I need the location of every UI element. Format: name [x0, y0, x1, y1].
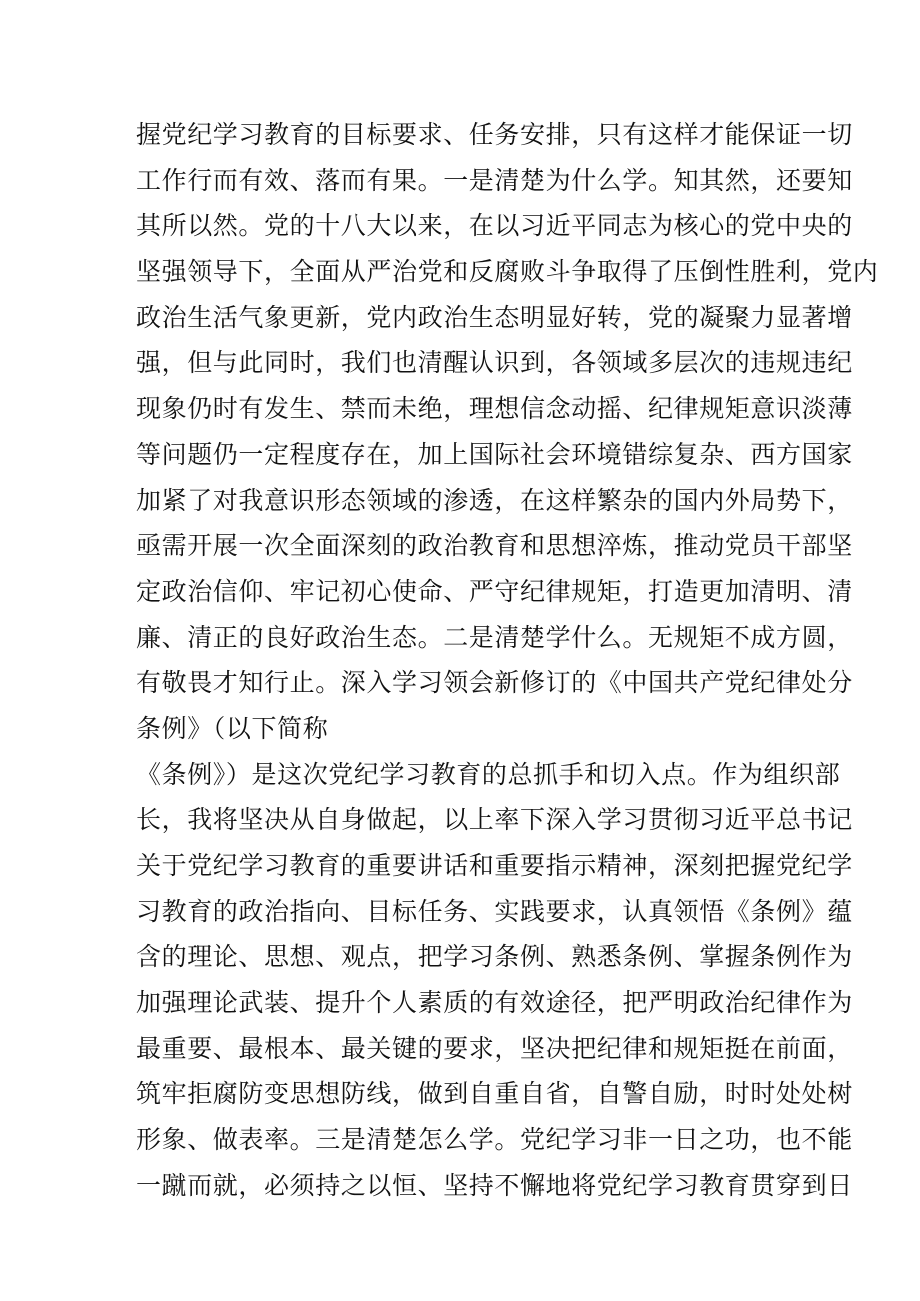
text-line: 一蹴而就，必须持之以恒、坚持不懈地将党纪学习教育贯穿到日: [136, 1170, 853, 1200]
text-line: 筑牢拒腐防变思想防线，做到自重自省，自警自励，时时处处树: [136, 1079, 853, 1109]
text-line: 最重要、最根本、最关键的要求，坚决把纪律和规矩挺在前面，: [136, 1033, 853, 1063]
text-line: 关于党纪学习教育的重要讲话和重要指示精神，深刻把握党纪学: [136, 851, 853, 880]
text-line: 坚强领导下，全面从严治党和反腐败斗争取得了压倒性胜利，党内: [136, 257, 879, 287]
text-line: 定政治信仰、牢记初心使命、严守纪律规矩，打造更加清明、清: [136, 576, 853, 606]
text-line: 《条例》）是这次党纪学习教育的总抓手和切入点。作为组织部: [136, 759, 841, 789]
text-line: 工作行而有效、落而有果。一是清楚为什么学。知其然，还要知: [136, 165, 853, 195]
text-line: 条例》（以下简称: [136, 713, 329, 743]
text-line: 有敬畏才知行止。深入学习领会新修订的《中国共产党纪律处分: [136, 668, 853, 698]
text-line: 强，但与此同时，我们也清醒认识到，各领域多层次的违规违纪: [136, 348, 853, 378]
text-line: 亟需开展一次全面深刻的政治教育和思想淬炼，推动党员干部坚: [136, 531, 853, 561]
text-line: 政治生活气象更新，党内政治生态明显好转，党的凝聚力显著增: [136, 302, 853, 332]
text-line: 习教育的政治指向、目标任务、实践要求，认真领悟《条例》蕴: [136, 896, 853, 926]
text-line: 含的理论、思想、观点，把学习条例、熟悉条例、掌握条例作为: [136, 942, 853, 972]
text-line: 现象仍时有发生、禁而未绝，理想信念动摇、纪律规矩意识淡薄: [136, 394, 853, 424]
text-line: 握党纪学习教育的目标要求、任务安排，只有这样才能保证一切: [136, 120, 853, 149]
text-line: 等问题仍一定程度存在，加上国际社会环境错综复杂、西方国家: [136, 439, 853, 469]
text-line: 其所以然。党的十八大以来，在以习近平同志为核心的党中央的: [136, 211, 853, 241]
text-line: 加强理论武装、提升个人素质的有效途径，把严明政治纪律作为: [136, 988, 853, 1018]
text-line: 长，我将坚决从自身做起，以上率下深入学习贯彻习近平总书记: [136, 805, 853, 835]
text-line: 廉、清正的良好政治生态。二是清楚学什么。无规矩不成方圆，: [136, 622, 853, 652]
text-line: 形象、做表率。三是清楚怎么学。党纪学习非一日之功，也不能: [136, 1125, 853, 1155]
body-text: [136, 112, 879, 1209]
text-line: 加紧了对我意识形态领域的渗透，在这样繁杂的国内外局势下，: [136, 485, 853, 515]
